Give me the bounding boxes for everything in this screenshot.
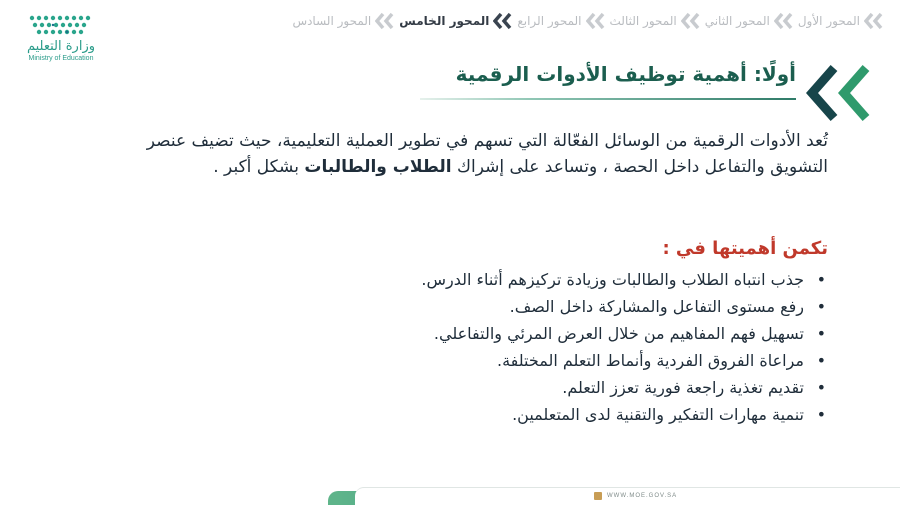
double-chevron-left-icon (375, 12, 397, 30)
list-item: • رفع مستوى التفاعل والمشاركة داخل الصف. (268, 293, 828, 320)
intro-text-bold: الطلاب والطالبات (304, 157, 452, 177)
footer-url-text: WWW.MOE.GOV.SA (607, 493, 678, 499)
logo-english-text: Ministry of Education (28, 55, 94, 62)
page-title: أولًا: أهمية توظيف الأدوات الرقمية (455, 62, 796, 86)
double-chevron-left-icon (774, 12, 796, 30)
nav-item-axis-5[interactable] (399, 12, 517, 30)
list-item: • تقديم تغذية راجعة فورية تعزز التعلم. (268, 374, 828, 401)
ministry-logo (20, 12, 102, 63)
nav-label: المحور الأول (797, 14, 860, 28)
intro-paragraph (138, 128, 828, 180)
double-chevron-left-icon (806, 64, 876, 126)
footer-url[interactable] (594, 492, 677, 500)
double-chevron-left-icon (681, 12, 703, 30)
nav-item-axis-4[interactable] (517, 12, 609, 30)
list-item: • مراعاة الفروق الفردية وأنماط التعلم المختلفة. (268, 347, 828, 374)
list-item: • جذب انتباه الطلاب والطالبات وزيادة تركيزهم أثناء الدرس. (268, 266, 828, 293)
double-chevron-left-icon (586, 12, 608, 30)
nav-item-axis-3[interactable] (610, 12, 705, 30)
intro-text-part1: تُعد الأدوات الرقمية من الوسائل الفعّالة التي تسهم في تطوير العملية التعليمية، حيث تضيف عنصر التشويق والتفاعل داخل الحصة ، وتساعد على إشراك (146, 131, 828, 177)
nav-label: المحور الثالث (609, 14, 677, 28)
logo-dots-icon (26, 12, 96, 38)
moe-mini-logo-icon (594, 492, 602, 500)
nav-label: المحور الخامس (399, 14, 490, 28)
nav-item-axis-2[interactable] (705, 12, 798, 30)
nav-label: المحور السادس (292, 14, 372, 28)
importance-heading: تكمن أهميتها في : (662, 238, 828, 259)
double-chevron-left-icon (493, 12, 515, 30)
title-underline (420, 98, 796, 100)
nav-label: المحور الرابع (517, 14, 582, 28)
intro-text-part2: بشكل أكبر . (213, 157, 305, 177)
nav-item-axis-6[interactable] (292, 12, 399, 30)
list-item: • تسهيل فهم المفاهيم من خلال العرض المرئي والتفاعلي. (268, 320, 828, 347)
nav-label: المحور الثاني (704, 14, 770, 28)
list-item: • تنمية مهارات التفكير والتقنية لدى المتعلمين. (268, 401, 828, 428)
logo-arabic-text: وزارة التعليم (26, 39, 96, 54)
nav-item-axis-1[interactable] (798, 12, 888, 30)
importance-list (268, 266, 828, 428)
axis-navigation (236, 8, 888, 34)
double-chevron-left-icon (864, 12, 886, 30)
